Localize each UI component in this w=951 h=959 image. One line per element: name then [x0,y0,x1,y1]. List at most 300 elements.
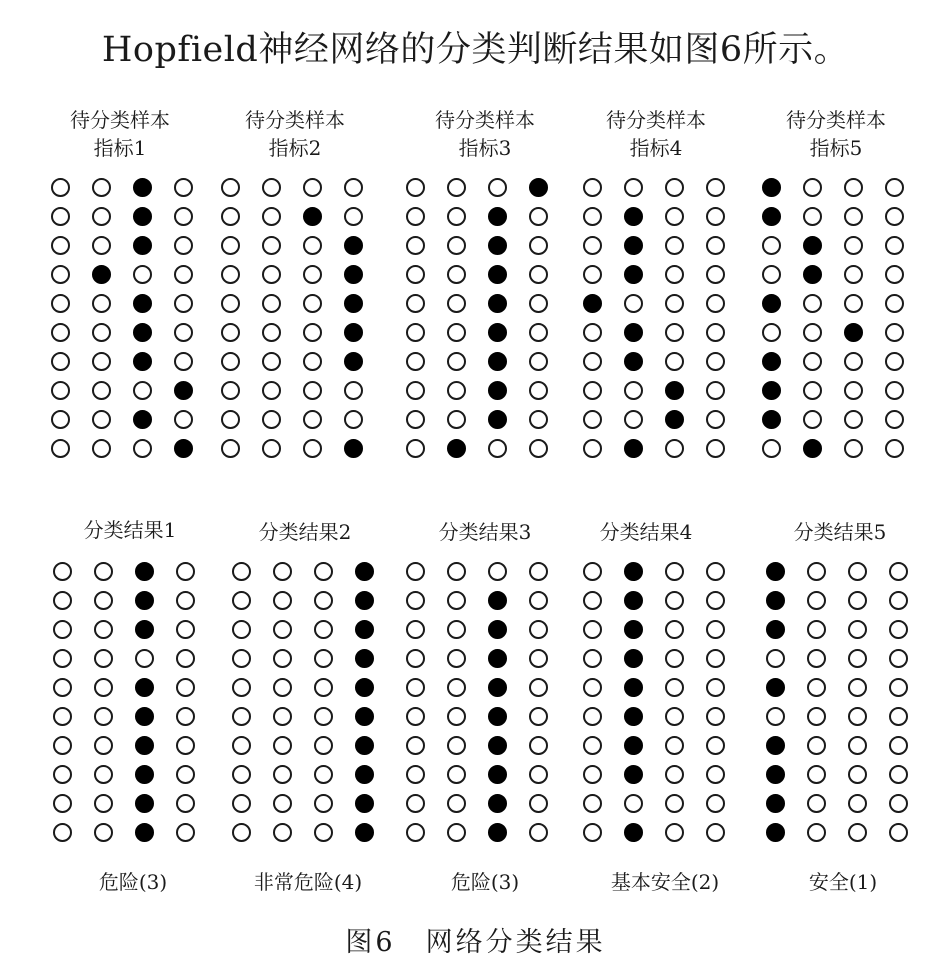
result-label-4: 分类结果4 [599,520,693,544]
sample-label-4 [571,106,741,162]
neuron-cell [51,265,70,284]
neuron-cell [583,381,602,400]
neuron-cell [406,649,425,668]
neuron-cell [706,620,725,639]
neuron-cell [51,381,70,400]
neuron-cell [135,620,154,639]
neuron-cell [583,678,602,697]
neuron-cell [665,794,684,813]
neuron-cell [665,678,684,697]
neuron-cell [844,265,863,284]
neuron-cell [803,352,822,371]
neuron-cell [94,736,113,755]
neuron-cell [447,410,466,429]
neuron-cell [303,323,322,342]
neuron-cell [406,294,425,313]
neuron-cell [488,678,507,697]
neuron-cell [766,591,785,610]
neuron-cell [889,736,908,755]
neuron-cell [665,178,684,197]
neuron-cell [885,381,904,400]
neuron-cell [529,562,548,581]
neuron-cell [273,678,292,697]
neuron-cell [133,265,152,284]
neuron-cell [133,294,152,313]
neuron-cell [355,678,374,697]
neuron-cell [583,265,602,284]
neuron-cell [232,678,251,697]
neuron-cell [262,381,281,400]
neuron-cell [314,707,333,726]
neuron-cell [176,620,195,639]
neuron-cell [303,207,322,226]
neuron-cell [807,620,826,639]
result-caption-5: 安全(1) [808,870,878,894]
neuron-cell [406,678,425,697]
neuron-cell [51,323,70,342]
neuron-cell [174,207,193,226]
neuron-cell [406,410,425,429]
neuron-cell [355,591,374,610]
neuron-cell [844,207,863,226]
neuron-cell [885,294,904,313]
neuron-cell [488,591,507,610]
neuron-cell [232,620,251,639]
neuron-cell [447,591,466,610]
sample-label-2 [210,106,380,162]
neuron-cell [848,591,867,610]
neuron-cell [406,323,425,342]
neuron-cell [273,707,292,726]
neuron-cell [529,649,548,668]
result-label-3: 分类结果3 [438,520,532,544]
neuron-cell [583,707,602,726]
neuron-cell [447,178,466,197]
neuron-cell [303,352,322,371]
neuron-cell [51,207,70,226]
neuron-cell [807,794,826,813]
neuron-cell [232,707,251,726]
neuron-cell [488,649,507,668]
neuron-cell [51,236,70,255]
neuron-cell [314,649,333,668]
neuron-cell [529,410,548,429]
neuron-cell [766,562,785,581]
neuron-cell [583,765,602,784]
neuron-cell [94,707,113,726]
neuron-cell [92,236,111,255]
sample-label-3-line1: 待分类样本 [435,108,535,132]
neuron-cell [176,765,195,784]
neuron-cell [355,765,374,784]
neuron-cell [624,381,643,400]
neuron-cell [624,178,643,197]
neuron-cell [762,439,781,458]
neuron-cell [92,265,111,284]
neuron-cell [844,236,863,255]
neuron-cell [665,410,684,429]
neuron-cell [665,352,684,371]
sample-label-2-line2: 指标2 [268,136,322,160]
neuron-cell [174,178,193,197]
neuron-cell [176,736,195,755]
neuron-cell [624,620,643,639]
neuron-cell [665,736,684,755]
neuron-cell [314,794,333,813]
neuron-cell [803,381,822,400]
neuron-cell [583,736,602,755]
neuron-cell [447,294,466,313]
result-caption-2: 非常危险(4) [253,870,363,894]
neuron-cell [176,649,195,668]
neuron-cell [176,591,195,610]
neuron-cell [303,236,322,255]
neuron-cell [583,207,602,226]
sample-label-3-line2: 指标3 [458,136,512,160]
neuron-cell [232,794,251,813]
neuron-cell [766,707,785,726]
neuron-cell [762,352,781,371]
neuron-cell [529,381,548,400]
neuron-cell [94,765,113,784]
neuron-cell [344,236,363,255]
neuron-cell [344,207,363,226]
neuron-cell [53,736,72,755]
neuron-cell [232,649,251,668]
sample-label-5-line2: 指标5 [809,136,863,160]
neuron-cell [624,236,643,255]
neuron-cell [624,294,643,313]
neuron-cell [807,649,826,668]
neuron-cell [303,294,322,313]
neuron-cell [624,649,643,668]
neuron-cell [766,823,785,842]
result-label-2: 分类结果2 [258,520,352,544]
neuron-cell [583,562,602,581]
neuron-cell [889,562,908,581]
neuron-cell [176,707,195,726]
neuron-cell [92,178,111,197]
neuron-cell [665,265,684,284]
neuron-cell [706,178,725,197]
neuron-cell [135,823,154,842]
neuron-cell [844,352,863,371]
neuron-cell [583,649,602,668]
neuron-cell [529,178,548,197]
neuron-cell [583,236,602,255]
neuron-cell [447,765,466,784]
neuron-cell [273,765,292,784]
neuron-cell [447,678,466,697]
neuron-cell [488,294,507,313]
figure-caption: 图6 网络分类结果 [345,927,606,958]
neuron-cell [51,178,70,197]
neuron-cell [665,323,684,342]
neuron-cell [583,410,602,429]
neuron-cell [624,591,643,610]
neuron-cell [355,794,374,813]
neuron-cell [51,352,70,371]
neuron-cell [488,178,507,197]
neuron-cell [447,352,466,371]
neuron-cell [807,736,826,755]
neuron-cell [303,439,322,458]
neuron-cell [762,410,781,429]
neuron-cell [406,352,425,371]
neuron-cell [221,178,240,197]
neuron-cell [665,591,684,610]
neuron-cell [53,765,72,784]
neuron-cell [848,649,867,668]
neuron-cell [94,591,113,610]
neuron-cell [706,649,725,668]
neuron-cell [314,736,333,755]
neuron-cell [848,620,867,639]
neuron-cell [94,678,113,697]
neuron-cell [706,294,725,313]
neuron-cell [889,649,908,668]
neuron-cell [221,294,240,313]
neuron-cell [406,620,425,639]
neuron-cell [488,794,507,813]
neuron-cell [885,178,904,197]
neuron-cell [344,352,363,371]
neuron-cell [133,207,152,226]
neuron-cell [624,352,643,371]
neuron-cell [762,381,781,400]
neuron-cell [92,381,111,400]
neuron-cell [766,794,785,813]
neuron-cell [174,265,193,284]
neuron-cell [53,620,72,639]
neuron-cell [174,352,193,371]
neuron-cell [488,323,507,342]
neuron-cell [273,794,292,813]
neuron-cell [303,265,322,284]
neuron-cell [529,620,548,639]
neuron-cell [848,736,867,755]
neuron-cell [583,439,602,458]
neuron-cell [221,236,240,255]
neuron-cell [344,439,363,458]
neuron-cell [762,323,781,342]
neuron-cell [889,678,908,697]
neuron-cell [529,736,548,755]
neuron-cell [133,439,152,458]
neuron-cell [706,265,725,284]
neuron-cell [665,765,684,784]
neuron-cell [706,410,725,429]
neuron-cell [94,794,113,813]
sample-label-3 [400,106,570,162]
result-label-5: 分类结果5 [793,520,887,544]
neuron-cell [303,178,322,197]
neuron-cell [406,236,425,255]
neuron-cell [807,562,826,581]
neuron-cell [133,178,152,197]
neuron-cell [447,265,466,284]
neuron-cell [174,323,193,342]
neuron-cell [488,765,507,784]
neuron-cell [807,765,826,784]
neuron-cell [232,765,251,784]
neuron-cell [488,439,507,458]
neuron-cell [53,562,72,581]
neuron-cell [665,207,684,226]
sample-label-4-line2: 指标4 [629,136,683,160]
neuron-cell [232,562,251,581]
neuron-cell [488,707,507,726]
neuron-cell [406,823,425,842]
neuron-cell [803,439,822,458]
neuron-cell [885,265,904,284]
neuron-cell [624,765,643,784]
neuron-cell [762,178,781,197]
neuron-cell [844,439,863,458]
neuron-cell [94,823,113,842]
neuron-cell [447,323,466,342]
neuron-cell [355,562,374,581]
neuron-cell [273,620,292,639]
neuron-cell [135,707,154,726]
neuron-cell [807,678,826,697]
neuron-cell [807,591,826,610]
neuron-cell [262,439,281,458]
neuron-cell [529,794,548,813]
neuron-cell [665,236,684,255]
neuron-cell [232,591,251,610]
neuron-cell [706,765,725,784]
neuron-cell [848,707,867,726]
neuron-cell [529,265,548,284]
neuron-cell [273,591,292,610]
neuron-cell [314,765,333,784]
neuron-cell [706,794,725,813]
neuron-cell [803,265,822,284]
neuron-cell [273,736,292,755]
neuron-cell [355,823,374,842]
neuron-cell [174,294,193,313]
neuron-cell [762,207,781,226]
neuron-cell [314,823,333,842]
neuron-cell [262,294,281,313]
neuron-cell [447,823,466,842]
neuron-cell [51,439,70,458]
neuron-cell [706,823,725,842]
neuron-cell [583,620,602,639]
neuron-cell [262,323,281,342]
neuron-cell [844,178,863,197]
neuron-cell [583,294,602,313]
neuron-cell [488,236,507,255]
neuron-cell [406,707,425,726]
neuron-cell [762,265,781,284]
neuron-cell [762,294,781,313]
neuron-cell [314,562,333,581]
neuron-cell [844,381,863,400]
neuron-cell [885,410,904,429]
neuron-cell [529,439,548,458]
neuron-cell [488,823,507,842]
neuron-cell [766,678,785,697]
neuron-cell [406,178,425,197]
neuron-cell [665,294,684,313]
neuron-cell [406,381,425,400]
neuron-cell [53,707,72,726]
neuron-cell [447,439,466,458]
neuron-cell [355,649,374,668]
neuron-cell [529,591,548,610]
neuron-cell [221,265,240,284]
neuron-cell [53,794,72,813]
neuron-cell [706,352,725,371]
neuron-cell [807,823,826,842]
neuron-cell [406,207,425,226]
neuron-cell [848,823,867,842]
neuron-cell [51,294,70,313]
neuron-cell [355,620,374,639]
neuron-cell [766,736,785,755]
neuron-cell [665,620,684,639]
neuron-cell [174,439,193,458]
neuron-cell [488,381,507,400]
neuron-cell [344,265,363,284]
neuron-cell [706,562,725,581]
neuron-cell [447,707,466,726]
neuron-cell [273,649,292,668]
sample-label-5 [751,106,921,162]
sample-label-5-line1: 待分类样本 [786,108,886,132]
neuron-cell [133,236,152,255]
neuron-cell [94,620,113,639]
neuron-cell [406,794,425,813]
neuron-cell [706,707,725,726]
neuron-cell [665,381,684,400]
neuron-cell [133,381,152,400]
neuron-cell [889,765,908,784]
neuron-cell [583,823,602,842]
neuron-cell [848,562,867,581]
neuron-cell [262,410,281,429]
neuron-cell [262,352,281,371]
neuron-cell [665,562,684,581]
neuron-cell [665,439,684,458]
neuron-cell [889,707,908,726]
neuron-cell [262,265,281,284]
neuron-cell [221,207,240,226]
neuron-cell [488,410,507,429]
neuron-cell [488,352,507,371]
neuron-cell [583,794,602,813]
neuron-cell [406,591,425,610]
neuron-cell [529,765,548,784]
neuron-cell [803,323,822,342]
neuron-cell [885,352,904,371]
sample-label-2-line1: 待分类样本 [245,108,345,132]
neuron-cell [529,352,548,371]
neuron-cell [848,678,867,697]
neuron-cell [232,736,251,755]
neuron-cell [53,678,72,697]
neuron-cell [766,649,785,668]
neuron-cell [624,323,643,342]
neuron-cell [807,707,826,726]
neuron-cell [447,736,466,755]
neuron-cell [314,591,333,610]
neuron-cell [488,207,507,226]
neuron-cell [221,381,240,400]
neuron-cell [221,323,240,342]
